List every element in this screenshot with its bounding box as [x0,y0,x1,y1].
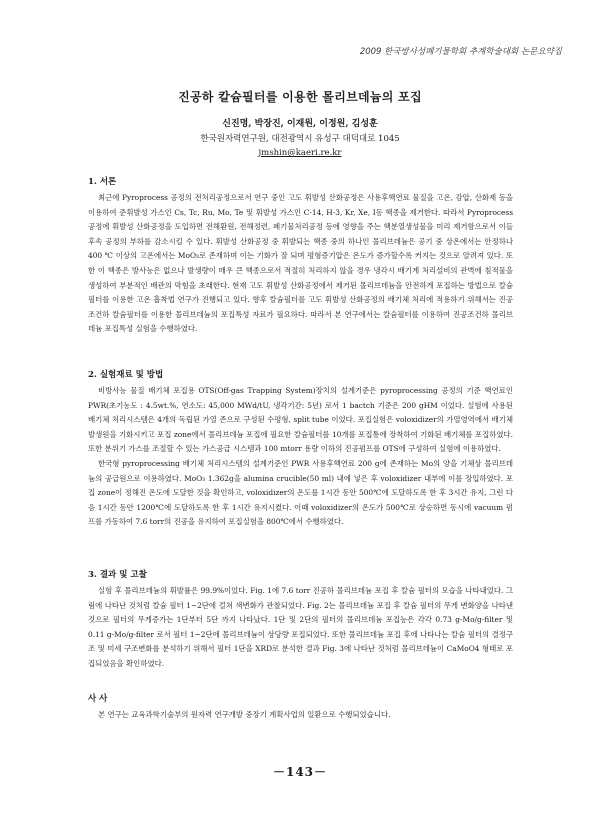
section-paragraph: 비방사능 물질 배기체 포집용 OTS(Off-gas Trapping System)장치의 설계기준은 pyroprocessing 공정의 기준 핵연료인 PWR(초기농도 : 4.5wt.%, 연소도: 45,000 MWd/tU, 냉각기간: 5년) 로서 1 bactch 기준은 200 gHM 이었다. 실험에 사용된 배기체 처리시스템은 4개의 독립된 가열 존으로 구성된 수평형, split tube 이었다. 포집실험은 voloxidizer의 가열영역에서 배기체 발생원을 기화시키고 포집 zone에서 몰리브데늄 포집에 필요한 칼슘필터를 10개를 포집통에 장착하여 기화된 배기체를 포집하였다. 또한 분위기 가스를 조절할 수 있는 가스공급 시스템과 100 mtorr 용량 이하의 진공펌프를 OTS에 구성하여 실험에 이용하였다. [88,386,513,454]
author-email-link[interactable]: jmshin@kaeri.re.kr [258,148,342,158]
section-paragraph: 한국형 pyroprocessing 배기체 처리시스템의 설계기준인 PWR 사용후핵연료 200 g에 존재하는 Mo의 양을 기체상 몰리브데늄의 공급원으로 이용하였다. MoO₃ 1.362g을 alumina crucible(50 ml) 내에 넣은 후 voloxidizer 내부에 이를 장입하였다. 포집 zone이 정해진 온도에 도달한 것을 확인하고, voloxidizer의 온도를 1시간 동안 500℃에 도달하도록 한 후 3시간 유지, 그런 다음 1시간 동안 1200℃에 도달하도록 한 후 1시간 유지시켰다. 이때 voloxidizer의 온도가 500℃로 상승하면 동시에 vacuum 펌프를 가동하여 7.6 torr의 진공을 유지하여 포집실험을 800℃에서 수행하였다. [88,458,513,527]
section-heading: 1. 서론 [88,177,117,187]
page-number: －143－ [272,765,328,779]
section-paragraph: 최근에 Pyroprocess 공정의 전처리공정으로서 연구 중인 고도 휘발성 산화공정은 사용후핵연료 물질을 고온, 감압, 산화제 등을 이용하여 준휘발성 가스인 Cs, Tc, Ru, Mo, Te 및 휘발성 가스인 C-14, H-3, Kr, Xe, I등 핵종을 제거한다. 따라서 Pyroprocess 공정에 휘발성 산화공정을 도입하면 전해환원, 전해정련, 폐기물처리공정 등에 영향을 주는 핵분열생성물을 미리 제거함으로서 이들 후속 공정의 부하를 감소시킬 수 있다. 휘발성 산화공정 중 휘발되는 핵종 중의 하나인 몰리브데늄은 공기 중 상온에서는 안정하나 400 ℃ 이상의 고온에서는 MoO₃로 존재하며 이는 기화가 잘 되며 평형증기압은 온도가 증가할수록 커지는 것으로 알려져 있다. 또한 이 핵종은 방사능은 없으나 발생량이 매우 큰 핵종으로서 적절히 처리하지 않을 경우 냉각시 배기계 처리설비의 관벽에 침적물을 생성하여 부분적인 배관의 막힘을 초래한다. 현재 고도 휘발성 산화공정에서 제거된 몰리브데늄을 안전하게 포집하는 방법으로 칼슘필터를 이용한 고온 흡착법 연구가 진행되고 있다. 향후 칼슘필터를 고도 휘발성 산화공정의 배기체 처리에 적용하기 위해서는 진공조건하 칼슘필터를 이용한 몰리브데늄의 포집특성 자료가 필요하다. 따라서 본 연구에서는 칼슘필터를 이용하여 진공조건하 몰리브데늄 포집특성 실험을 수행하였다. [88,193,513,334]
section-heading: 사 사 [88,694,108,704]
proceedings-header: 2009 한국방사성폐기물학회 추계학술대회 논문요약집 [359,47,562,57]
section-acknowledgement [88,692,513,723]
section-heading: 3. 결과 및 고찰 [88,570,147,580]
section-heading: 2. 실험재료 및 방법 [88,370,164,380]
paper-title: 진공하 칼슘필터를 이용한 몰리브데늄의 포집 [178,90,422,104]
section-introduction [88,175,513,337]
affiliation: 한국원자력연구원, 대전광역시 유성구 대덕대로 1045 [200,134,400,144]
section-results-discussion [88,568,513,672]
section-paragraph: 실험 후 몰리브데늄의 휘발률은 99.9%이었다. Fig. 1에 7.6 torr 진공하 몰리브데늄 포집 후 칼슘 필터의 모습을 나타내었다. 그림에 나타난 것처럼 칼슘 필터 1~2단에 걸쳐 색변화가 관찰되었다. Fig. 2는 몰리브데늄 포집 후 칼슘 필터의 무게 변화양을 나타낸 것으로 필터의 무게증가는 1단부터 5단 까지 나타났다. 1단 및 2단의 필터의 몰리브데늄 포집능은 각각 0.73 g-Mo/g-filter 및 0.11 g-Mo/g-filter 로서 필터 1~2단에 몰리브데늄이 상당량 포집되었다. 또한 몰리브데늄 포집 후에 나타나는 칼슘 필터의 결정구조 및 미세 구조변화를 분석하기 위해서 필터 1단을 XRD로 분석한 결과 Fig. 3에 나타난 것처럼 몰리브데늄이 CaMoO4 형태로 포집되었음을 확인하였다. [88,586,513,668]
section-paragraph: 본 연구는 교육과학기술부의 원자력 연구개발 중장기 계획사업의 일환으로 수행되었습니다. [98,710,391,719]
author-list: 신진명, 박장진, 이재원, 이정원, 김성훈 [222,119,378,129]
section-materials-methods [88,368,513,530]
